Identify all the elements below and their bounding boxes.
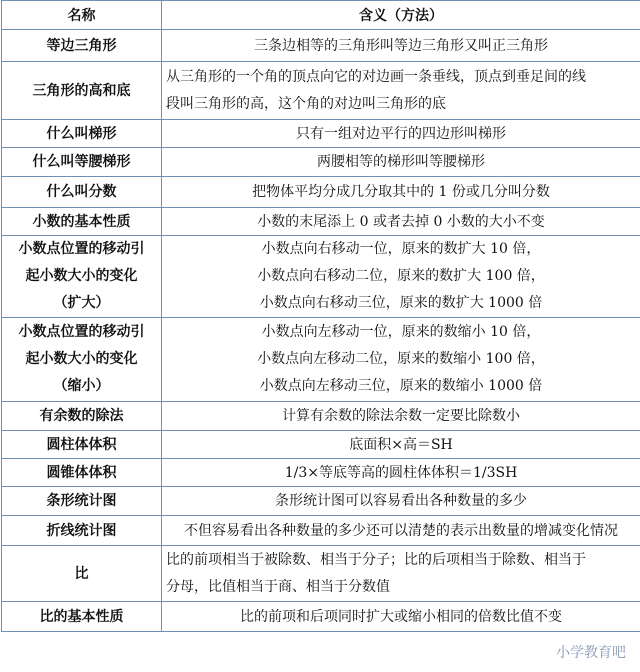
term-cell bbox=[2, 516, 162, 546]
meaning-text: 小数的末尾添上 0 或者去掉 0 小数的大小不变 bbox=[257, 213, 545, 230]
term-text: 什么叫等腰梯形 bbox=[32, 154, 131, 170]
table-row bbox=[2, 602, 640, 632]
meaning-cell bbox=[162, 431, 640, 459]
table-row bbox=[2, 30, 640, 62]
table-row bbox=[2, 62, 640, 120]
term-text: 小数的基本性质 bbox=[32, 213, 131, 230]
meaning-cell bbox=[162, 208, 640, 236]
term-text: （扩大） bbox=[53, 295, 110, 311]
term-text: （缩小） bbox=[53, 378, 110, 394]
table-row bbox=[2, 236, 640, 318]
table-row bbox=[2, 208, 640, 236]
term-cell bbox=[2, 402, 162, 431]
table-row bbox=[2, 546, 640, 602]
meaning-text: 条形统计图可以容易看出各种数量的多少 bbox=[275, 493, 527, 509]
meaning-text: 小数点向右移动三位，原来的数扩大 1000 倍 bbox=[259, 295, 543, 311]
meaning-cell bbox=[162, 177, 640, 208]
term-text: 条形统计图 bbox=[46, 493, 117, 509]
table-row bbox=[2, 177, 640, 208]
meaning-text: 从三角形的一个角的顶点向它的对边画一条垂线，顶点到垂足间的线 bbox=[166, 68, 586, 85]
term-text: 起小数大小的变化 bbox=[25, 268, 138, 284]
table-row bbox=[2, 318, 640, 402]
term-cell bbox=[2, 459, 162, 487]
meaning-cell bbox=[162, 546, 640, 602]
term-cell bbox=[2, 318, 162, 402]
meaning-text: 比的前项和后项同时扩大或缩小相同的倍数比值不变 bbox=[240, 608, 562, 625]
meaning-text: 分母，比值相当于商、相当于分数值 bbox=[166, 578, 390, 595]
definitions-table bbox=[1, 0, 640, 632]
term-text: 有余数的除法 bbox=[39, 408, 124, 424]
meaning-text: 不但容易看出各种数量的多少还可以清楚的表示出数量的增减变化情况 bbox=[184, 522, 618, 539]
term-cell bbox=[2, 120, 162, 148]
term-cell bbox=[2, 546, 162, 602]
meaning-text: 计算有余数的除法余数一定要比除数小 bbox=[282, 408, 520, 424]
header-name: 名称 bbox=[2, 1, 162, 30]
table-row bbox=[2, 516, 640, 546]
meaning-cell bbox=[162, 148, 640, 177]
header-row bbox=[2, 1, 640, 30]
meaning-cell bbox=[162, 62, 640, 120]
meaning-text: 小数点向左移动二位，原来的数缩小 100 倍， bbox=[257, 351, 545, 367]
term-text: 起小数大小的变化 bbox=[25, 351, 138, 367]
term-text: 圆柱体体积 bbox=[46, 436, 117, 453]
meaning-text: 小数点向左移动一位，原来的数缩小 10 倍， bbox=[261, 324, 541, 340]
meaning-text: 小数点向左移动三位，原来的数缩小 1000 倍 bbox=[259, 378, 543, 394]
term-cell bbox=[2, 177, 162, 208]
meaning-text: 把物体平均分成几分取其中的 1 份或几分叫分数 bbox=[252, 184, 550, 200]
meaning-text: 三条边相等的三角形叫等边三角形又叫正三角形 bbox=[254, 37, 548, 54]
term-cell bbox=[2, 208, 162, 236]
term-text: 什么叫梯形 bbox=[46, 125, 117, 142]
table-row bbox=[2, 487, 640, 516]
meaning-cell bbox=[162, 120, 640, 148]
term-cell bbox=[2, 30, 162, 62]
term-text: 什么叫分数 bbox=[46, 184, 117, 200]
term-text: 折线统计图 bbox=[46, 522, 117, 539]
meaning-cell bbox=[162, 402, 640, 431]
term-text: 三角形的高和底 bbox=[32, 82, 131, 99]
meaning-text: 两腰相等的梯形叫等腰梯形 bbox=[317, 154, 485, 170]
term-cell bbox=[2, 148, 162, 177]
meaning-text: 小数点向右移动一位，原来的数扩大 10 倍， bbox=[261, 241, 541, 257]
term-text: 圆锥体体积 bbox=[46, 464, 117, 481]
header-meaning: 含义（方法） bbox=[162, 1, 640, 30]
table-row bbox=[2, 148, 640, 177]
table-row bbox=[2, 459, 640, 487]
term-cell bbox=[2, 487, 162, 516]
meaning-cell bbox=[162, 318, 640, 402]
meaning-text: 1/3×等底等高的圆柱体体积＝1/3SH bbox=[284, 464, 518, 481]
table-row bbox=[2, 402, 640, 431]
meaning-text: 段叫三角形的高，这个角的对边叫三角形的底 bbox=[166, 95, 446, 112]
meaning-cell bbox=[162, 516, 640, 546]
term-cell bbox=[2, 602, 162, 632]
meaning-text: 小数点向右移动二位，原来的数扩大 100 倍， bbox=[257, 268, 545, 284]
term-cell bbox=[2, 431, 162, 459]
term-text: 比 bbox=[74, 565, 89, 582]
meaning-cell bbox=[162, 30, 640, 62]
meaning-cell bbox=[162, 459, 640, 487]
table-row bbox=[2, 120, 640, 148]
table-row bbox=[2, 431, 640, 459]
meaning-cell bbox=[162, 602, 640, 632]
meaning-cell bbox=[162, 487, 640, 516]
meaning-cell bbox=[162, 236, 640, 318]
term-text: 小数点位置的移动引 bbox=[18, 324, 145, 340]
term-text: 比的基本性质 bbox=[39, 608, 124, 625]
meaning-text: 底面积×高＝SH bbox=[349, 436, 453, 453]
term-text: 等边三角形 bbox=[46, 37, 117, 54]
term-cell bbox=[2, 62, 162, 120]
term-cell bbox=[2, 236, 162, 318]
meaning-text: 比的前项相当于被除数、相当于分子；比的后项相当于除数、相当于 bbox=[166, 551, 586, 568]
watermark: 小学教育吧 bbox=[556, 645, 626, 661]
term-text: 小数点位置的移动引 bbox=[18, 241, 145, 257]
meaning-text: 只有一组对边平行的四边形叫梯形 bbox=[296, 125, 506, 142]
